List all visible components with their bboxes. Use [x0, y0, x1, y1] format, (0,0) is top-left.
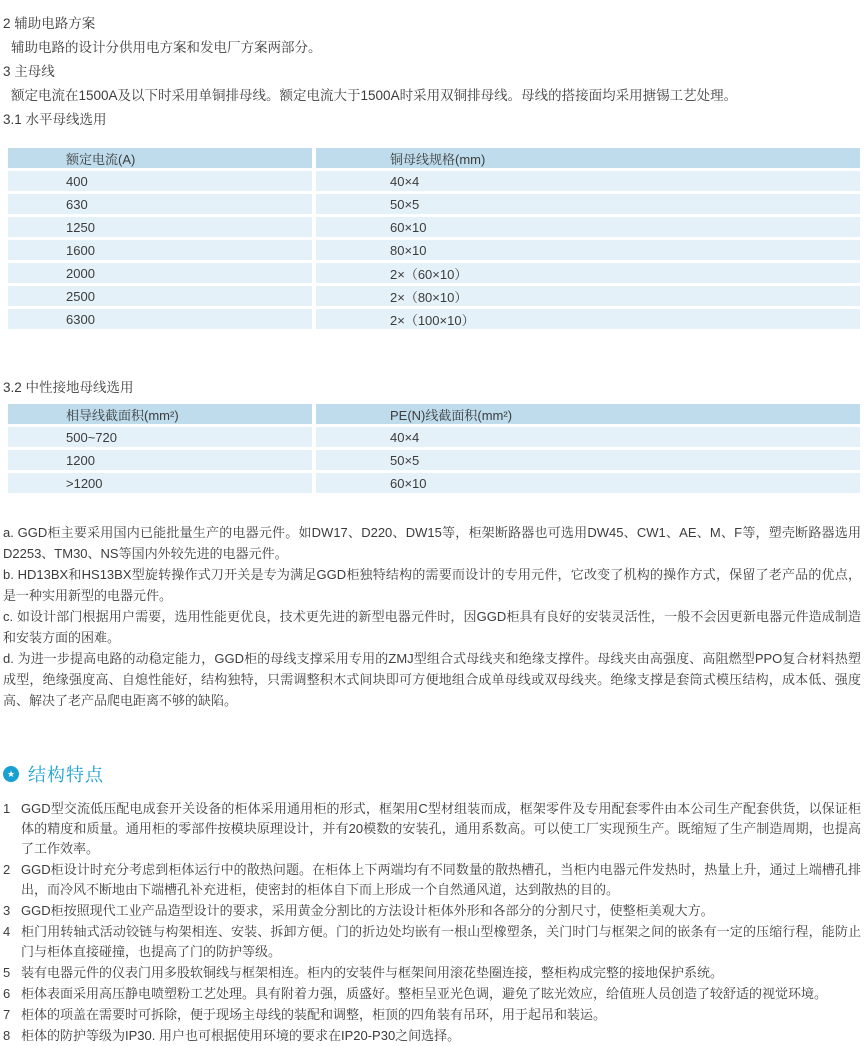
cell-phase-area: 500~720: [8, 427, 316, 450]
table-row: [8, 240, 860, 263]
paragraph-aux-circuit: 辅助电路的设计分供用电方案和发电厂方案两部分。: [11, 40, 322, 55]
cell-rated-current: 1600: [8, 240, 316, 263]
cell-rated-current: 1250: [8, 217, 316, 240]
list-item-number: 1: [3, 801, 11, 816]
cell-rated-current: 630: [8, 194, 316, 217]
paragraph-main-busbar: 额定电流在1500A及以下时采用单铜排母线。额定电流大于1500A时采用双铜排母线。母线的搭接面均采用搪锡工艺处理。: [11, 88, 738, 103]
note-d: d. 为进一步提高电路的动稳定能力，GGD柜的母线支撑采用专用的ZMJ型组合式母线夹和绝缘支撑件。母线夹由高强度、高阻燃型PPO复合材料热塑成型，绝缘强度高、自熄性能好，结构独特，只需调整积木式间块即可方便地组合成单母线或双母线夹。绝缘支撑是套筒式模压结构，成本低、强度高、解决了老产品爬电距离不够的缺陷。: [3, 651, 861, 708]
cell-busbar-spec: 60×10: [316, 217, 860, 240]
list-item: [3, 799, 861, 859]
heading-neutral-ground-busbar: 3.2 中性接地母线选用: [3, 380, 134, 395]
cell-pen-area: 60×10: [316, 473, 860, 496]
column-header-copper-busbar-spec: 铜母线规格(mm): [316, 148, 860, 171]
list-item-text: GGD柜按照现代工业产品造型设计的要求，采用黄金分割比的方法设计柜体外形和各部分的分割尺寸，使整柜美观大方。: [21, 903, 714, 918]
list-item-number: 5: [3, 965, 11, 980]
cell-phase-area: 1200: [8, 450, 316, 473]
component-notes-section: [3, 522, 861, 711]
heading-horizontal-busbar: 3.1 水平母线选用: [3, 112, 107, 127]
table-header-row: [8, 148, 860, 171]
table-row: [8, 427, 860, 450]
cell-phase-area: >1200: [8, 473, 316, 496]
list-item-text: 柜体表面采用高压静电喷塑粉工艺处理。具有附着力强，质盛好。整柜呈亚光色调，避免了眩光效应，给值班人员创造了较舒适的视觉环境。: [21, 986, 828, 1001]
list-item-number: 8: [3, 1028, 11, 1043]
list-item-number: 6: [3, 986, 11, 1001]
features-section-header: [3, 761, 861, 787]
table-row: [8, 309, 860, 332]
list-item-text: GGD型交流低压配电成套开关设备的柜体采用通用柜的形式，框架用C型材组装而成，框架零件及专用配套零件由本公司生产配套供货，以保证柜体的精度和质量。通用柜的零部件按模块原理设计，并有20模数的安装孔，通用系数高。可以使工厂实现预生产。既缩短了生产制造周期，也提高了工作效率。: [21, 801, 861, 856]
table-row: [8, 450, 860, 473]
cell-busbar-spec: 2×（80×10）: [316, 286, 860, 309]
star-circle-icon: ★: [3, 766, 19, 782]
table-header-row: [8, 404, 860, 427]
table-row: [8, 263, 860, 286]
table-row: [8, 286, 860, 309]
cell-pen-area: 40×4: [316, 427, 860, 450]
list-item-number: 7: [3, 1007, 11, 1022]
note-b: b. HD13BX和HS13BX型旋转操作式刀开关是专为满足GGD柜独特结构的需要而设计的专用元件，它改变了机构的操作方式，保留了老产品的优点，是一种实用新型的电器元件。: [3, 567, 861, 603]
note-a: a. GGD柜主要采用国内已能批量生产的电器元件。如DW17、D220、DW15等，柜架断路器也可选用DW45、CW1、AE、M、F等，塑壳断路器选用D2253、TM30、NS等国内外较先进的电器元件。: [3, 525, 861, 561]
list-item-text: 装有电器元件的仪表门用多股软铜线与框架相连。柜内的安装件与框架间用滚花垫圈连接，整柜构成完整的接地保护系统。: [21, 965, 724, 980]
cell-rated-current: 2500: [8, 286, 316, 309]
cell-rated-current: 400: [8, 171, 316, 194]
intro-section: [3, 12, 861, 132]
cell-pen-area: 50×5: [316, 450, 860, 473]
table-row: [8, 473, 860, 496]
list-item: [3, 860, 861, 900]
list-item-number: 4: [3, 924, 11, 939]
table-row: [8, 217, 860, 240]
list-item-number: 2: [3, 862, 11, 877]
list-item-number: 3: [3, 903, 11, 918]
table-row: [8, 194, 860, 217]
column-header-pen-conductor-area: PE(N)线截面积(mm²): [316, 404, 860, 427]
list-item: [3, 1005, 861, 1025]
cell-busbar-spec: 80×10: [316, 240, 860, 263]
features-list: [3, 799, 861, 1046]
list-item-text: 柜门用转轴式活动铰链与构架相连、安装、拆卸方便。门的折边处均嵌有一根山型橡塑条，关门时门与框架之间的嵌条有一定的压缩行程，能防止门与柜体直接碰撞，也提高了门的防护等级。: [21, 924, 861, 959]
cell-busbar-spec: 2×（100×10）: [316, 309, 860, 332]
list-item-text: 柜体的项盖在需要时可拆除，便于现场主母线的装配和调整，柜顶的四角装有吊环，用于起吊和装运。: [21, 1007, 607, 1022]
cell-busbar-spec: 2×（60×10）: [316, 263, 860, 286]
features-section-title: 结构特点: [28, 765, 104, 785]
cell-busbar-spec: 50×5: [316, 194, 860, 217]
column-header-phase-conductor-area: 相导线截面积(mm²): [8, 404, 316, 427]
list-item: [3, 1026, 861, 1046]
horizontal-busbar-table: [8, 148, 860, 332]
column-header-rated-current: 额定电流(A): [8, 148, 316, 171]
note-c: c. 如设计部门根据用户需要，选用性能更优良，技术更先进的新型电器元件时，因GGD柜具有良好的安装灵活性，一般不会因更新电器元件造成制造和安装方面的困难。: [3, 609, 861, 645]
heading-main-busbar: 3 主母线: [3, 64, 55, 79]
list-item-text: 柜体的防护等级为IP30. 用户也可根据使用环境的要求在IP20-P30之间选择。: [21, 1028, 461, 1043]
cell-rated-current: 6300: [8, 309, 316, 332]
list-item: [3, 984, 861, 1004]
cell-busbar-spec: 40×4: [316, 171, 860, 194]
neutral-ground-busbar-table: [8, 404, 860, 496]
list-item: [3, 963, 861, 983]
heading-aux-circuit: 2 辅助电路方案: [3, 16, 96, 31]
list-item: [3, 922, 861, 962]
list-item-text: GGD柜设计时充分考虑到柜体运行中的散热问题。在柜体上下两端均有不同数量的散热槽孔，当柜内电器元件发热时，热量上升，通过上端槽孔排出，而冷风不断地由下端槽孔补充进柜，使密封的柜体自下而上形成一个自然通风道，达到散热的目的。: [21, 862, 861, 897]
table-row: [8, 171, 860, 194]
cell-rated-current: 2000: [8, 263, 316, 286]
list-item: [3, 901, 861, 921]
